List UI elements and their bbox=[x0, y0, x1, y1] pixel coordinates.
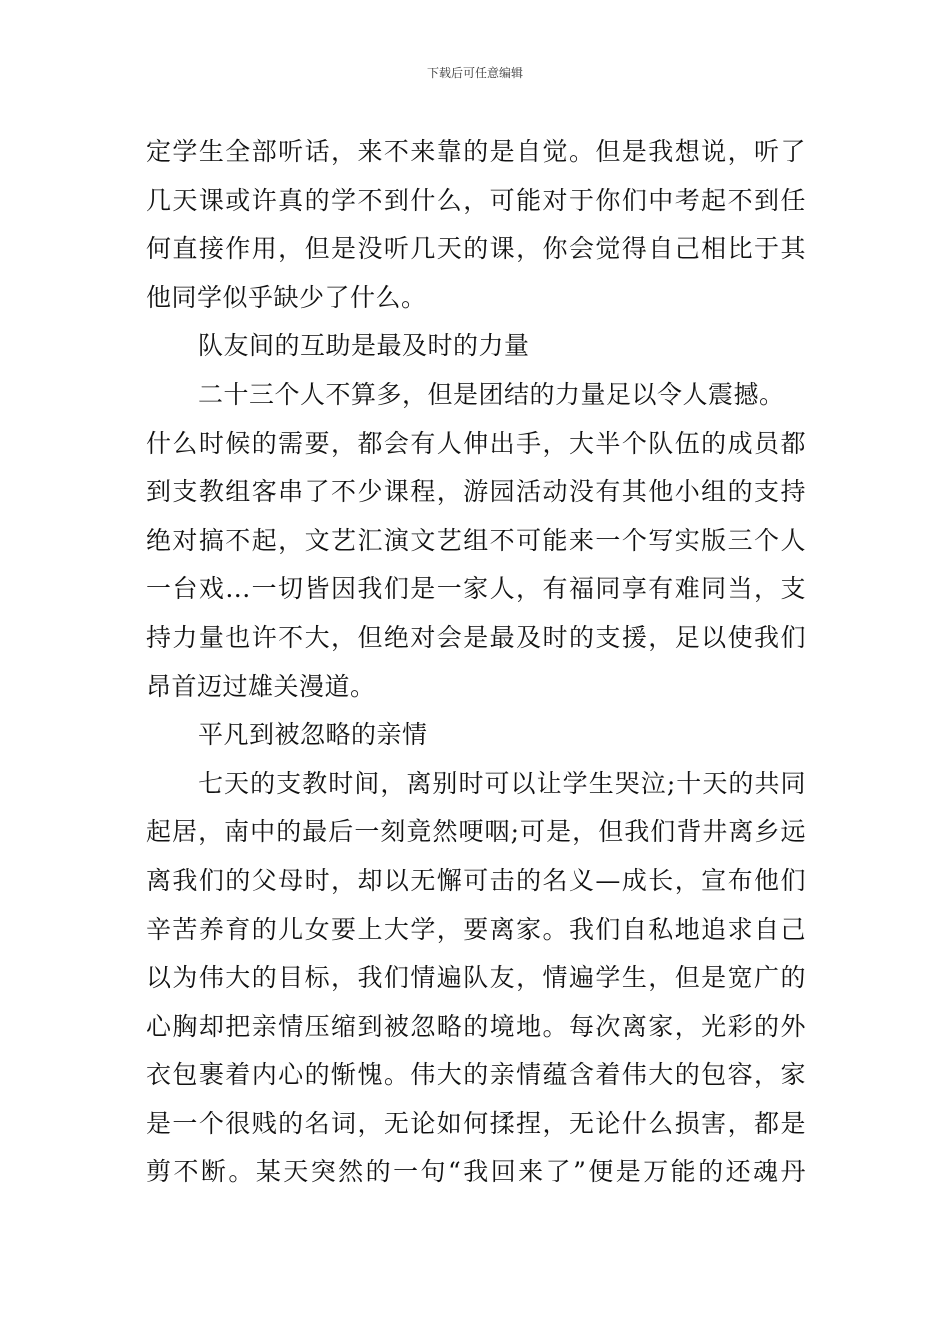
text-line: 持力量也许不大，但绝对会是最及时的支援，足以使我们 bbox=[146, 622, 806, 652]
section-heading: 队友间的互助是最及时的力量 bbox=[198, 331, 530, 361]
page-header: 下载后可任意编辑 bbox=[426, 66, 523, 80]
text-line: 是一个很贱的名词，无论如何揉捏，无论什么损害，都是 bbox=[146, 1108, 806, 1138]
text-line: 他同学似乎缺少了什么。 bbox=[146, 282, 427, 312]
text-line: 到支教组客串了不少课程，游园活动没有其他小组的支持 bbox=[146, 477, 806, 507]
text-line: 剪不断。某天突然的一句“我回来了”便是万能的还魂丹 bbox=[146, 1157, 806, 1187]
paragraph bbox=[146, 371, 806, 711]
text-line: 起居，南中的最后一刻竟然哽咽;可是，但我们背井离乡远 bbox=[146, 817, 806, 847]
text-line: 定学生全部听话，来不来靠的是自觉。但是我想说，听了 bbox=[146, 137, 806, 166]
text-line: 一台戏...一切皆因我们是一家人，有福同享有难同当，支 bbox=[146, 574, 806, 604]
paragraph bbox=[146, 760, 806, 1197]
text-line: 什么时候的需要，都会有人伸出手，大半个队伍的成员都 bbox=[146, 428, 806, 458]
text-line: 七天的支教时间，离别时可以让学生哭泣;十天的共同 bbox=[198, 768, 806, 798]
text-line: 何直接作用，但是没听几天的课，你会觉得自己相比于其 bbox=[146, 234, 806, 264]
text-line: 几天课或许真的学不到什么，可能对于你们中考起不到任 bbox=[146, 185, 806, 215]
text-line: 以为伟大的目标，我们情遍队友，情遍学生，但是宽广的 bbox=[146, 963, 806, 993]
paragraph bbox=[146, 128, 806, 322]
text-line: 二十三个人不算多，但是团结的力量足以令人震撼。 bbox=[198, 379, 785, 409]
text-line: 昂首迈过雄关漫道。 bbox=[146, 671, 376, 701]
text-line: 心胸却把亲情压缩到被忽略的境地。每次离家，光彩的外 bbox=[146, 1011, 806, 1041]
text-line: 辛苦养育的儿女要上大学，要离家。我们自私地追求自己 bbox=[146, 914, 806, 944]
text-line: 离我们的父母时，却以无懈可击的名义—成长，宣布他们 bbox=[146, 865, 806, 895]
document-body bbox=[146, 128, 806, 1197]
text-line: 衣包裹着内心的惭愧。伟大的亲情蕴含着伟大的包容，家 bbox=[146, 1060, 806, 1090]
text-line: 绝对搞不起，文艺汇演文艺组不可能来一个写实版三个人 bbox=[146, 525, 806, 555]
section-heading: 平凡到被忽略的亲情 bbox=[198, 720, 428, 750]
